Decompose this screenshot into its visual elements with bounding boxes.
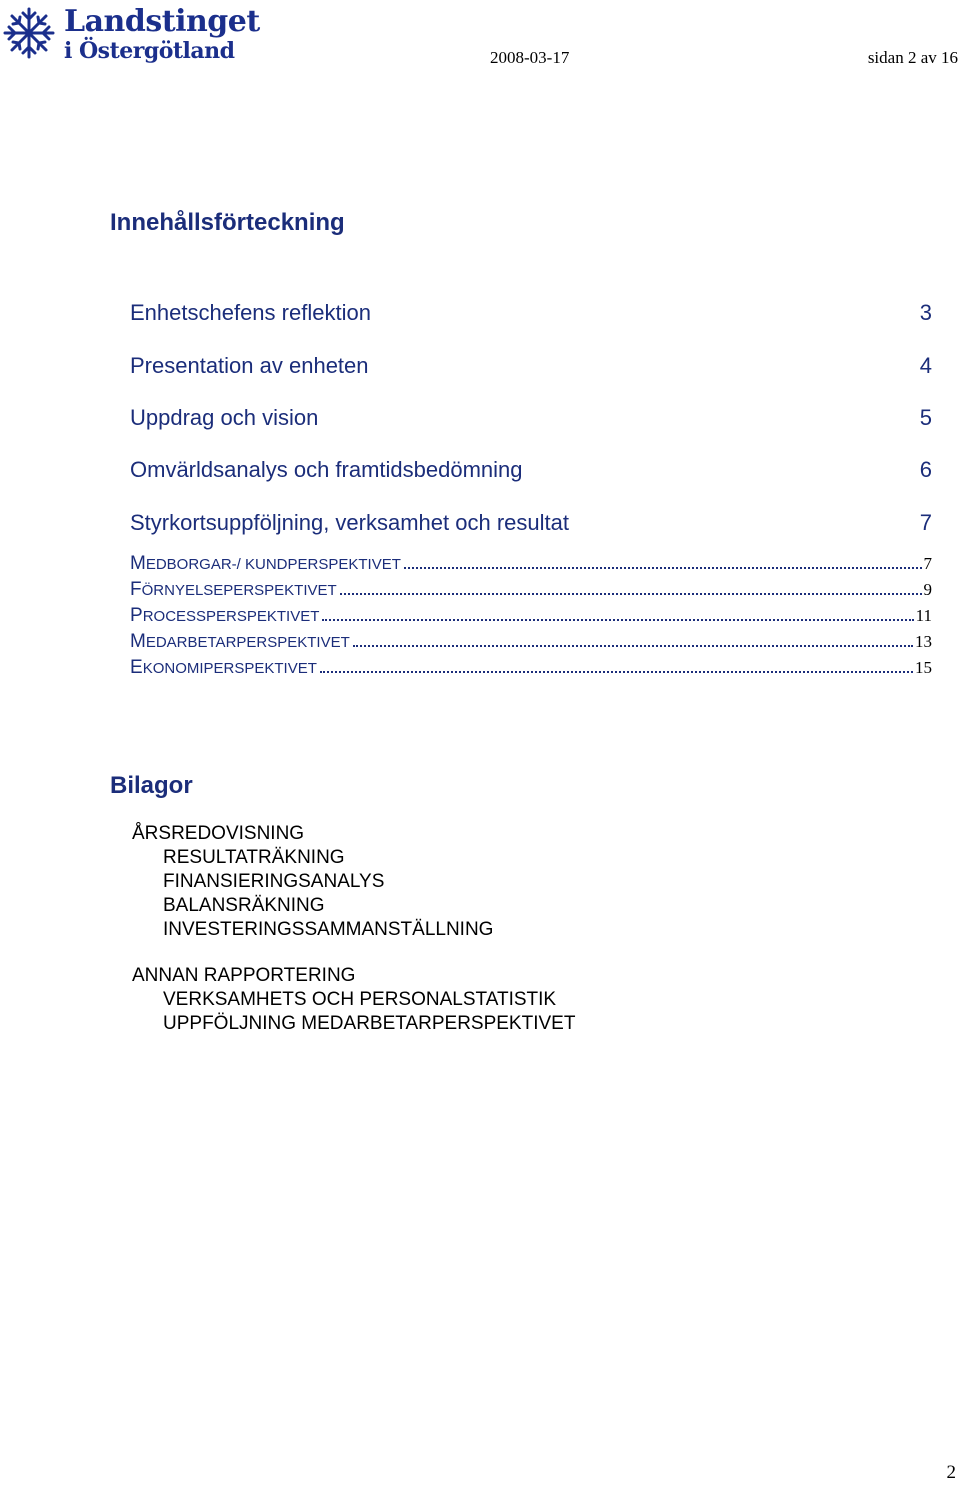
toc-subentry-title: FÖRNYELSEPERSPEKTIVET xyxy=(130,579,337,600)
toc-subentry[interactable] xyxy=(130,553,932,575)
appendix-item: VERKSAMHETS OCH PERSONALSTATISTIK xyxy=(163,989,557,1010)
toc-subentry[interactable] xyxy=(130,657,932,679)
toc-entry-title: Omvärldsanalys och framtidsbedömning xyxy=(130,457,523,482)
dot-leader xyxy=(320,671,913,673)
logo-text-line1: Landstinget xyxy=(64,4,260,39)
toc-subentry-title: PROCESSPERSPEKTIVET xyxy=(130,605,320,626)
toc-entry[interactable] xyxy=(130,300,932,330)
toc-entry-title: Styrkortsuppföljning, verksamhet och resultat xyxy=(130,510,569,535)
toc-subentry-page: 13 xyxy=(915,632,932,651)
header-page-info: sidan 2 av 16 xyxy=(867,48,958,67)
toc-entry-page: 7 xyxy=(919,510,932,535)
toc-entry[interactable] xyxy=(130,405,932,435)
snowflake-emblem-icon xyxy=(2,6,56,60)
toc-entry-page: 4 xyxy=(919,353,932,378)
appendix-item: RESULTATRÄKNING xyxy=(163,847,345,868)
toc-subentry[interactable] xyxy=(130,631,932,653)
toc-entry[interactable] xyxy=(130,353,932,383)
toc-entry-title: Enhetschefens reflektion xyxy=(130,300,371,325)
toc-subentry-page: 7 xyxy=(923,554,932,573)
landstinget-logo xyxy=(0,4,260,66)
toc-subentry-page: 9 xyxy=(923,580,932,599)
appendix-group-heading: ÅRSREDOVISNING xyxy=(132,823,305,844)
appendix-item: BALANSRÄKNING xyxy=(163,895,325,916)
toc-entry-page: 5 xyxy=(919,405,932,430)
toc-entry-title: Uppdrag och vision xyxy=(130,405,319,430)
toc-entry[interactable] xyxy=(130,510,932,540)
dot-leader xyxy=(322,619,913,621)
toc-subentry-title: EKONOMIPERSPEKTIVET xyxy=(130,657,317,678)
header-date: 2008-03-17 xyxy=(490,48,570,67)
bilagor-title: Bilagor xyxy=(110,772,193,799)
dot-leader xyxy=(353,645,913,647)
toc-entry-page: 3 xyxy=(919,300,932,325)
toc-subentry[interactable] xyxy=(130,579,932,601)
toc-subentry-page: 15 xyxy=(915,658,932,677)
appendix-item: INVESTERINGSSAMMANSTÄLLNING xyxy=(163,919,494,940)
toc-subentry-title: MEDBORGAR-/ KUNDPERSPEKTIVET xyxy=(130,553,401,574)
dot-leader xyxy=(404,567,922,569)
appendix-group-heading: ANNAN RAPPORTERING xyxy=(132,965,356,986)
toc-subentry-title: MEDARBETARPERSPEKTIVET xyxy=(130,631,350,652)
footer-page-number: 2 xyxy=(946,1462,956,1483)
appendix-item: UPPFÖLJNING MEDARBETARPERSPEKTIVET xyxy=(163,1013,576,1034)
toc-entry-title: Presentation av enheten xyxy=(130,353,369,378)
appendix-item: FINANSIERINGSANALYS xyxy=(163,871,385,892)
toc-subentry[interactable] xyxy=(130,605,932,627)
logo-text-line2: i Östergötland xyxy=(64,38,235,64)
dot-leader xyxy=(340,593,922,595)
toc-title: Innehållsförteckning xyxy=(110,209,345,236)
toc-entry-page: 6 xyxy=(919,457,932,482)
toc-entry[interactable] xyxy=(130,457,932,487)
toc-subentry-page: 11 xyxy=(915,606,932,625)
